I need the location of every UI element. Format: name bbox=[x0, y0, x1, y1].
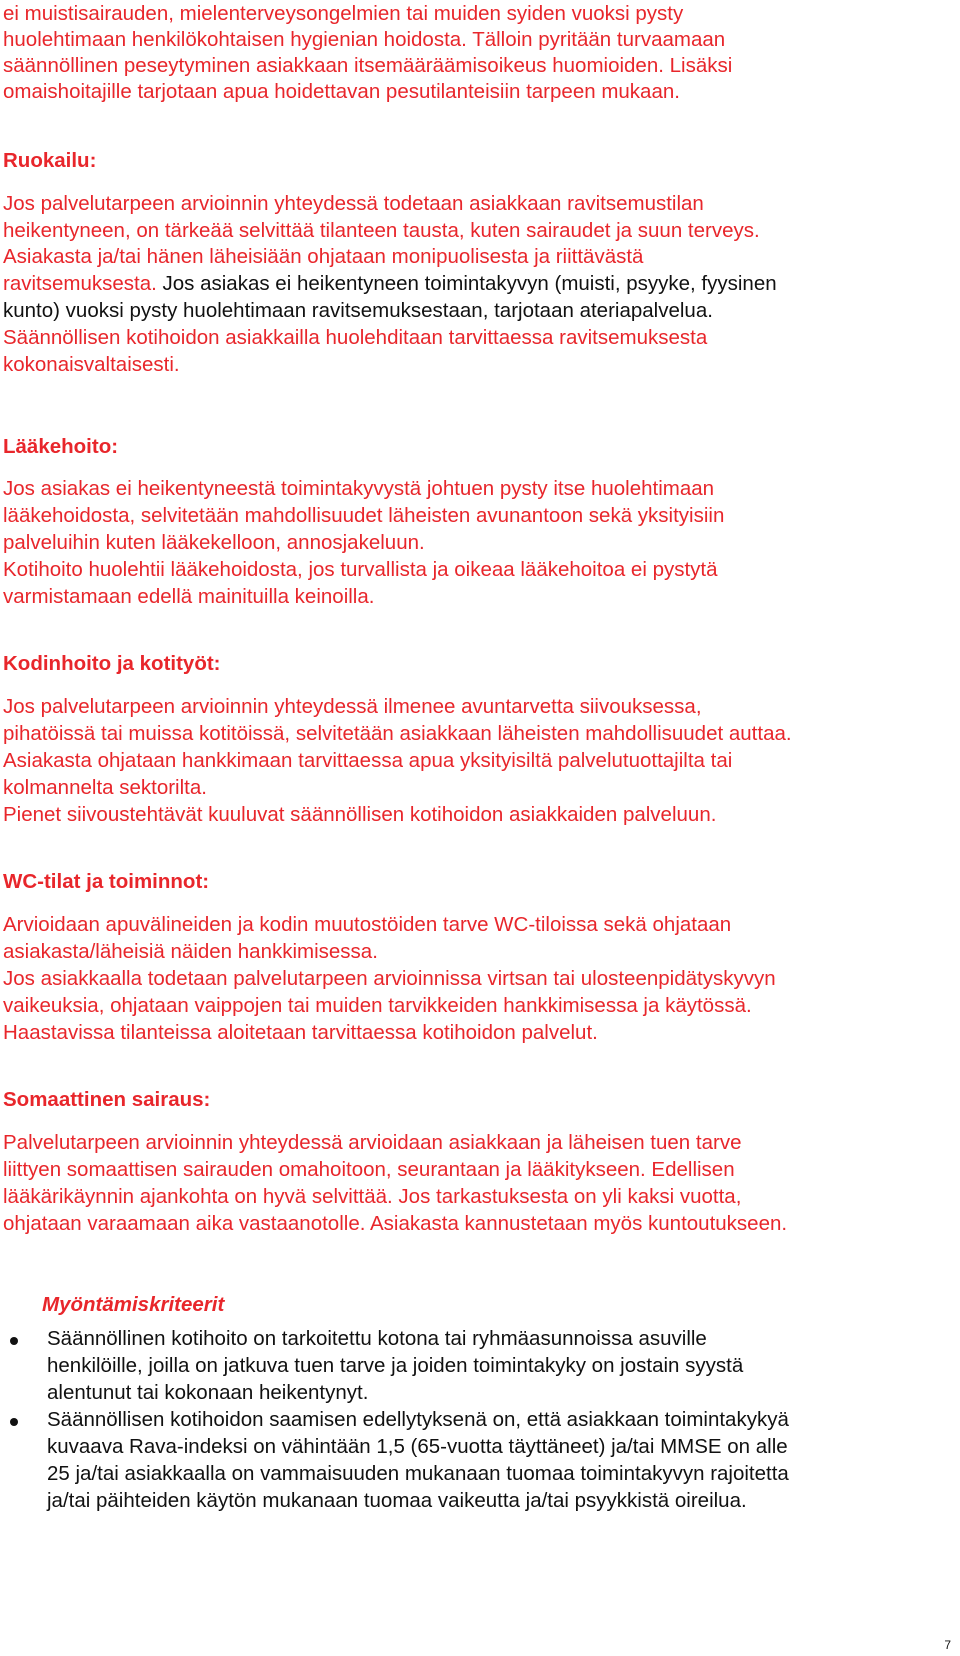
paragraph-line: Asiakasta ohjataan hankkimaan tarvittaessa apua yksityisiltä palvelutuottajilta tai bbox=[3, 749, 733, 772]
section-heading: Lääkehoito: bbox=[3, 435, 119, 458]
paragraph-line: Jos palvelutarpeen arvioinnin yhteydessä ilmenee avuntarvetta siivouksessa, bbox=[3, 695, 702, 718]
paragraph-line: palveluihin kuten lääkekelloon, annosjakeluun. bbox=[3, 531, 425, 554]
bullet-icon bbox=[10, 1337, 18, 1345]
paragraph-line: Jos asiakkaalla todetaan palvelutarpeen arvioinnissa virtsan tai ulosteenpidätyskyvyn bbox=[3, 967, 776, 990]
bullet-line: henkilöille, joilla on jatkuva tuen tarve ja joiden toimintakyky on jostain syystä bbox=[47, 1354, 744, 1377]
criteria-heading: Myöntämiskriteerit bbox=[42, 1293, 225, 1316]
paragraph-line: Arvioidaan apuvälineiden ja kodin muutostöiden tarve WC-tiloissa sekä ohjataan bbox=[3, 913, 732, 936]
paragraph-line: Jos asiakas ei heikentyneestä toimintakyvystä johtuen pysty itse huolehtimaan bbox=[3, 477, 715, 500]
bullet-line: Säännöllisen kotihoidon saamisen edellytyksenä on, että asiakkaan toimintakykyä bbox=[47, 1408, 789, 1431]
page-number: 7 bbox=[944, 1638, 951, 1652]
paragraph-line: huolehtimaan henkilökohtaisen hygienian hoidosta. Tälloin pyritään turvaamaan bbox=[3, 28, 726, 51]
section-heading: Somaattinen sairaus: bbox=[3, 1088, 211, 1111]
paragraph-line: Pienet siivoustehtävät kuuluvat säännöllisen kotihoidon asiakkaiden palveluun. bbox=[3, 803, 717, 826]
paragraph-line: pihatöissä tai muissa kotitöissä, selvitetään asiakkaan läheisten mahdollisuudet auttaa. bbox=[3, 722, 792, 745]
paragraph-line: asiakasta/läheisiä näiden hankkimisessa. bbox=[3, 940, 378, 963]
paragraph-line: lääkärikäynnin ajankohta on hyvä selvittää. Jos tarkastuksesta on yli kaksi vuotta, bbox=[3, 1185, 742, 1208]
paragraph-line: ohjataan varaamaan aika vastaanotolle. Asiakasta kannustetaan myös kuntoutukseen. bbox=[3, 1212, 788, 1235]
section-heading: Ruokailu: bbox=[3, 149, 97, 172]
paragraph-line: Asiakasta ja/tai hänen läheisiään ohjataan monipuolisesta ja riittävästä bbox=[3, 245, 644, 268]
paragraph-line: varmistamaan edellä mainituilla keinoilla. bbox=[3, 585, 375, 608]
section-heading: WC-tilat ja toiminnot: bbox=[3, 870, 210, 893]
paragraph-line: säännöllinen peseytyminen asiakkaan itsemääräämisoikeus huomioiden. Lisäksi bbox=[3, 54, 733, 77]
bullet-icon bbox=[10, 1418, 18, 1426]
paragraph-line: Jos palvelutarpeen arvioinnin yhteydessä todetaan asiakkaan ravitsemustilan bbox=[3, 192, 704, 215]
paragraph-line: lääkehoidosta, selvitetään mahdollisuudet läheisten avunantoon sekä yksityisiin bbox=[3, 504, 725, 527]
paragraph-line: Palvelutarpeen arvioinnin yhteydessä arvioidaan asiakkaan ja läheisen tuen tarve bbox=[3, 1131, 742, 1154]
paragraph-line: vaikeuksia, ohjataan vaippojen tai muiden tarvikkeiden hankkimisessa ja käytössä. bbox=[3, 994, 752, 1017]
bullet-line: 25 ja/tai asiakkaalla on vammaisuuden mukanaan tuomaa toimintakyvyn rajoitetta bbox=[47, 1462, 789, 1485]
paragraph-line: ei muistisairauden, mielenterveysongelmien tai muiden syiden vuoksi pysty bbox=[3, 2, 684, 25]
paragraph-line: Kotihoito huolehtii lääkehoidosta, jos turvallista ja oikeaa lääkehoitoa ei pystytä bbox=[3, 558, 718, 581]
paragraph-line: liittyen somaattisen sairauden omahoitoon, seurantaan ja lääkitykseen. Edellisen bbox=[3, 1158, 735, 1181]
bullet-line: ja/tai päihteiden käytön mukanaan tuomaa vaikeutta ja/tai psyykkistä oireilua. bbox=[47, 1489, 747, 1512]
bullet-line: Säännöllinen kotihoito on tarkoitettu kotona tai ryhmäasunnoissa asuville bbox=[47, 1327, 707, 1350]
paragraph-line: kunto) vuoksi pysty huolehtimaan ravitsemuksestaan, tarjotaan ateriapalvelua. bbox=[3, 299, 713, 322]
paragraph-line: omaishoitajille tarjotaan apua hoidettavan pesutilanteisiin tarpeen mukaan. bbox=[3, 80, 680, 103]
paragraph-line: kokonaisvaltaisesti. bbox=[3, 353, 180, 376]
paragraph-line: Säännöllisen kotihoidon asiakkailla huolehditaan tarvittaessa ravitsemuksesta bbox=[3, 326, 708, 349]
bullet-line: alentunut tai kokonaan heikentynyt. bbox=[47, 1381, 369, 1404]
paragraph-line: Haastavissa tilanteissa aloitetaan tarvittaessa kotihoidon palvelut. bbox=[3, 1021, 598, 1044]
paragraph-line: kolmannelta sektorilta. bbox=[3, 776, 207, 799]
paragraph-line-mixed bbox=[3, 270, 777, 298]
text-run: ravitsemuksesta. bbox=[3, 272, 157, 295]
section-heading: Kodinhoito ja kotityöt: bbox=[3, 652, 221, 675]
paragraph-line: heikentyneen, on tärkeää selvittää tilanteen tausta, kuten sairaudet ja suun terveys. bbox=[3, 219, 760, 242]
text-run: Jos asiakas ei heikentyneen toimintakyvyn (muisti, psyyke, fyysinen bbox=[156, 272, 777, 295]
bullet-line: kuvaava Rava-indeksi on vähintään 1,5 (65-vuotta täyttäneet) ja/tai MMSE on alle bbox=[47, 1435, 788, 1458]
